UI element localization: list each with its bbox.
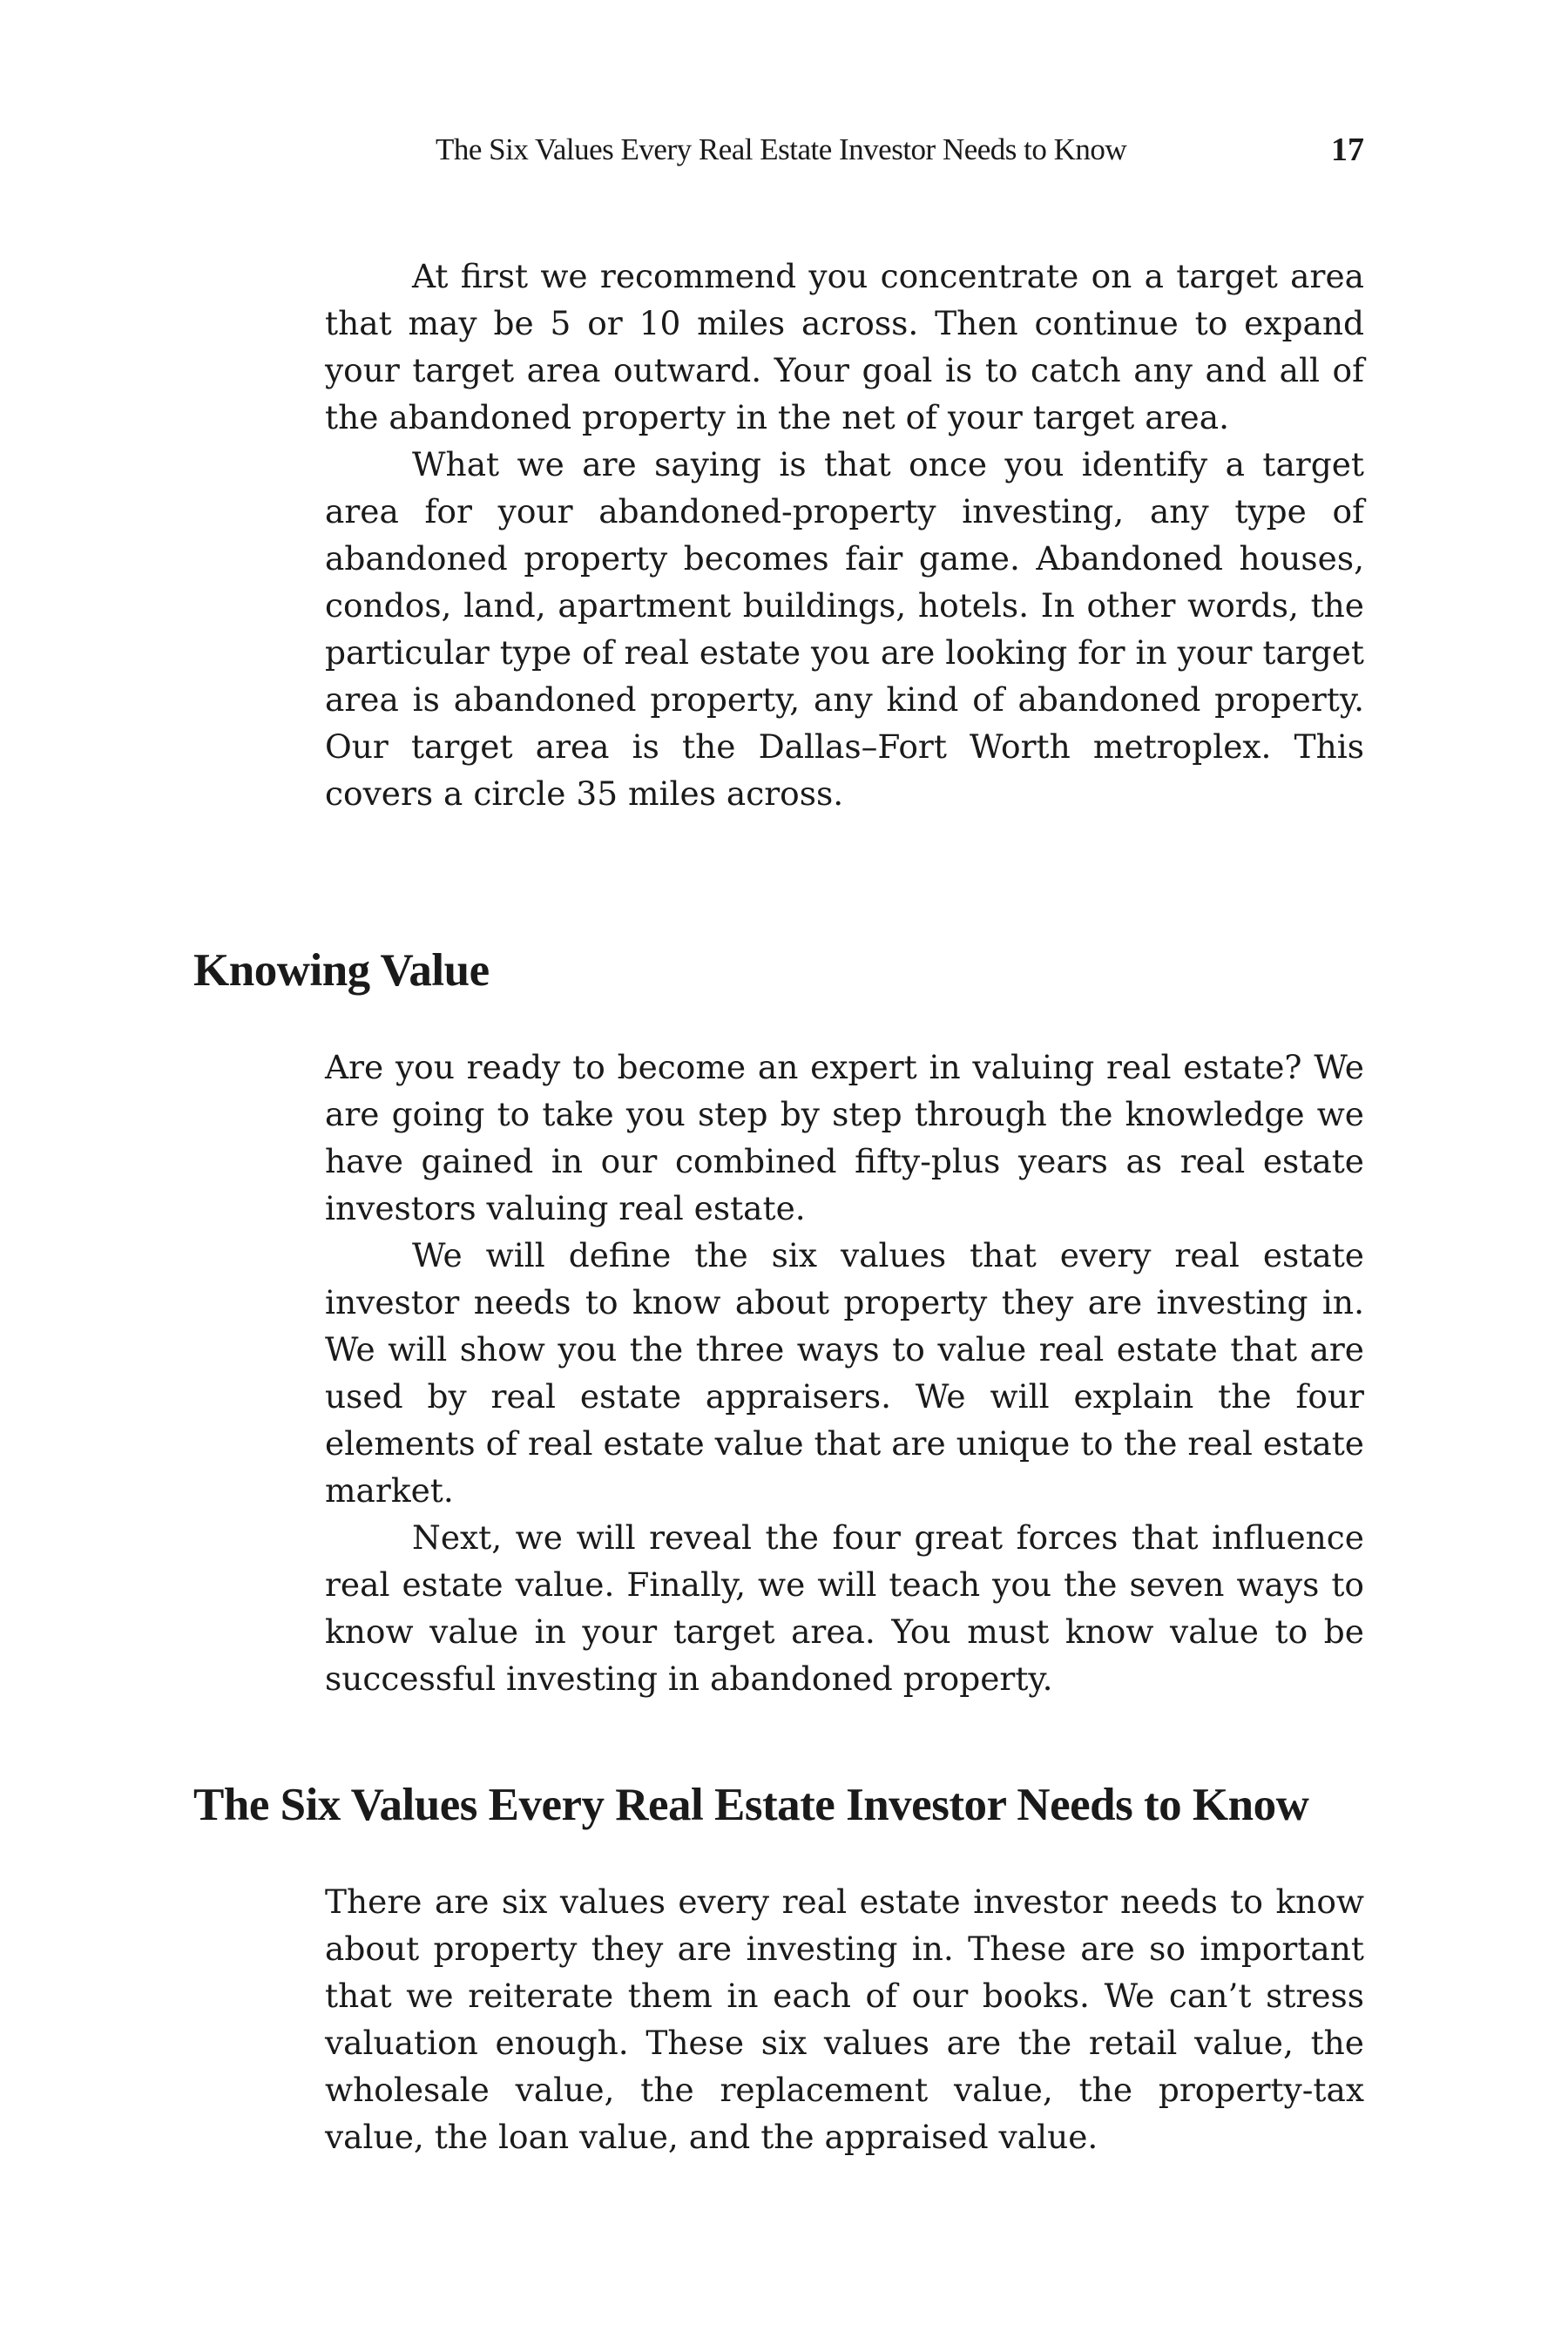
page-number: 17 (1331, 132, 1364, 168)
body-paragraph: At first we recommend you concentrate on a target area that may be 5 or 10 miles across. Then continue to expand your target area outward. Your goal is to catch any and all of the abandoned property in the net of your target area. (325, 257, 1364, 436)
running-title: The Six Values Every Real Estate Investor Needs to Know (436, 132, 1127, 166)
body-paragraph: What we are saying is that once you identify a target area for your abandoned-property investing, any type of abandoned property becomes fair game. Abandoned houses, condos, land, apartment buildings, hotels. In other words, the particular type of real estate you are looking for in your target area is abandoned property, any kind of abandoned property. Our target area is the Dallas–Fort Worth metroplex. This covers a circle 35 miles across. (325, 445, 1364, 813)
body-paragraph: There are six values every real estate investor needs to know about property they are investing in. These are so important that we reiterate them in each of our books. We can’t stress valuation enough. These six values are the retail value, the wholesale value, the replacement value, the property-tax value, the loan value, and the appraised value. (325, 1882, 1364, 2156)
six-values-text-block (325, 1878, 1364, 2160)
knowing-value-text-block (325, 1044, 1364, 1702)
intro-text-block (325, 253, 1364, 817)
body-paragraph: Are you ready to become an expert in valuing real estate? We are going to take you step by step through the knowledge we have gained in our combined fifty-plus years as real estate investors valuing real estate. (325, 1048, 1364, 1227)
body-paragraph: We will define the six values that every real estate investor needs to know about property they are investing in. We will show you the three ways to value real estate that are used by real estate appraisers. We will explain the four elements of real estate value that are unique to the real estate market. (325, 1236, 1364, 1510)
running-head (322, 131, 1364, 183)
section-heading-knowing-value: Knowing Value (193, 945, 490, 996)
body-paragraph: Next, we will reveal the four great forces that influence real estate value. Finally, we will teach you the seven ways to know value in your target area. You must know value to be successful investing in abandoned property. (325, 1518, 1364, 1698)
section-heading-six-values: The Six Values Every Real Estate Investor Needs to Know (193, 1780, 1309, 1830)
